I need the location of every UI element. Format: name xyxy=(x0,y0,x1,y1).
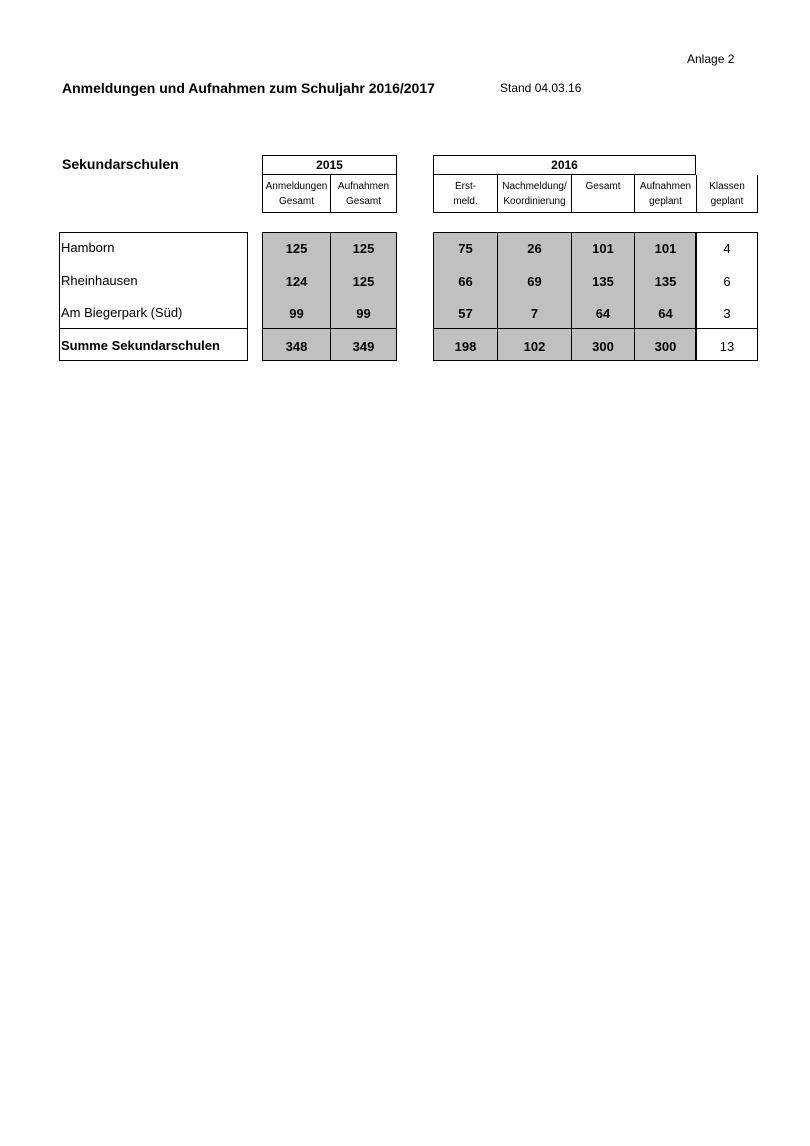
column-header-nachmeldung: Nachmeldung/ Koordinierung xyxy=(502,181,567,207)
value-cell: 135 xyxy=(592,274,614,289)
column-header-aufnahmen-geplant: Aufnahmen geplant xyxy=(639,181,692,207)
value-cell: 3 xyxy=(723,306,731,321)
value-cell: 99 xyxy=(289,306,304,321)
value-cell: 125 xyxy=(352,241,375,256)
year-2015-label: 2015 xyxy=(316,158,343,172)
value-cell: 57 xyxy=(458,306,473,321)
value-cell: 64 xyxy=(658,306,673,321)
value-cell: 124 xyxy=(285,274,308,289)
section-label: Sekundarschulen xyxy=(62,156,179,172)
status-date: Stand 04.03.16 xyxy=(500,81,582,95)
attachment-label: Anlage 2 xyxy=(687,52,735,66)
value-cell: 6 xyxy=(723,274,731,289)
total-cell: 102 xyxy=(523,339,546,354)
value-cell: 135 xyxy=(654,274,677,289)
total-cell: 13 xyxy=(719,339,735,354)
column-header-gesamt: Gesamt xyxy=(585,181,621,192)
column-header-anmeldungen: Anmeldungen Gesamt xyxy=(265,181,328,207)
value-cell: 125 xyxy=(285,241,308,256)
value-cell: 69 xyxy=(527,274,542,289)
value-cell: 64 xyxy=(595,306,611,321)
value-cell: 4 xyxy=(723,241,731,256)
column-header-aufnahmen-2015: Aufnahmen Gesamt xyxy=(337,181,390,207)
school-name: Hamborn xyxy=(61,240,115,255)
total-cell: 300 xyxy=(654,339,677,354)
value-cell: 66 xyxy=(458,274,473,289)
value-cell: 75 xyxy=(458,241,473,256)
column-header-erstmeld: Erst- meld. xyxy=(453,181,478,207)
value-cell: 101 xyxy=(654,241,677,256)
total-cell: 348 xyxy=(285,339,308,354)
total-cell: 349 xyxy=(352,339,375,354)
value-cell: 99 xyxy=(356,306,371,321)
column-header-klassen-geplant: Klassen geplant xyxy=(709,181,745,207)
total-cell: 198 xyxy=(454,339,477,354)
value-cell: 26 xyxy=(527,241,542,256)
school-name: Rheinhausen xyxy=(61,273,138,288)
total-label: Summe Sekundarschulen xyxy=(61,338,220,353)
school-name: Am Biegerpark (Süd) xyxy=(61,305,183,320)
page-title: Anmeldungen und Aufnahmen zum Schuljahr 2016/2017 xyxy=(62,80,435,96)
value-cell: 101 xyxy=(592,241,614,256)
total-cell: 300 xyxy=(592,339,614,354)
value-cell: 7 xyxy=(530,306,539,321)
year-2016-label: 2016 xyxy=(551,158,578,172)
value-cell: 125 xyxy=(352,274,375,289)
